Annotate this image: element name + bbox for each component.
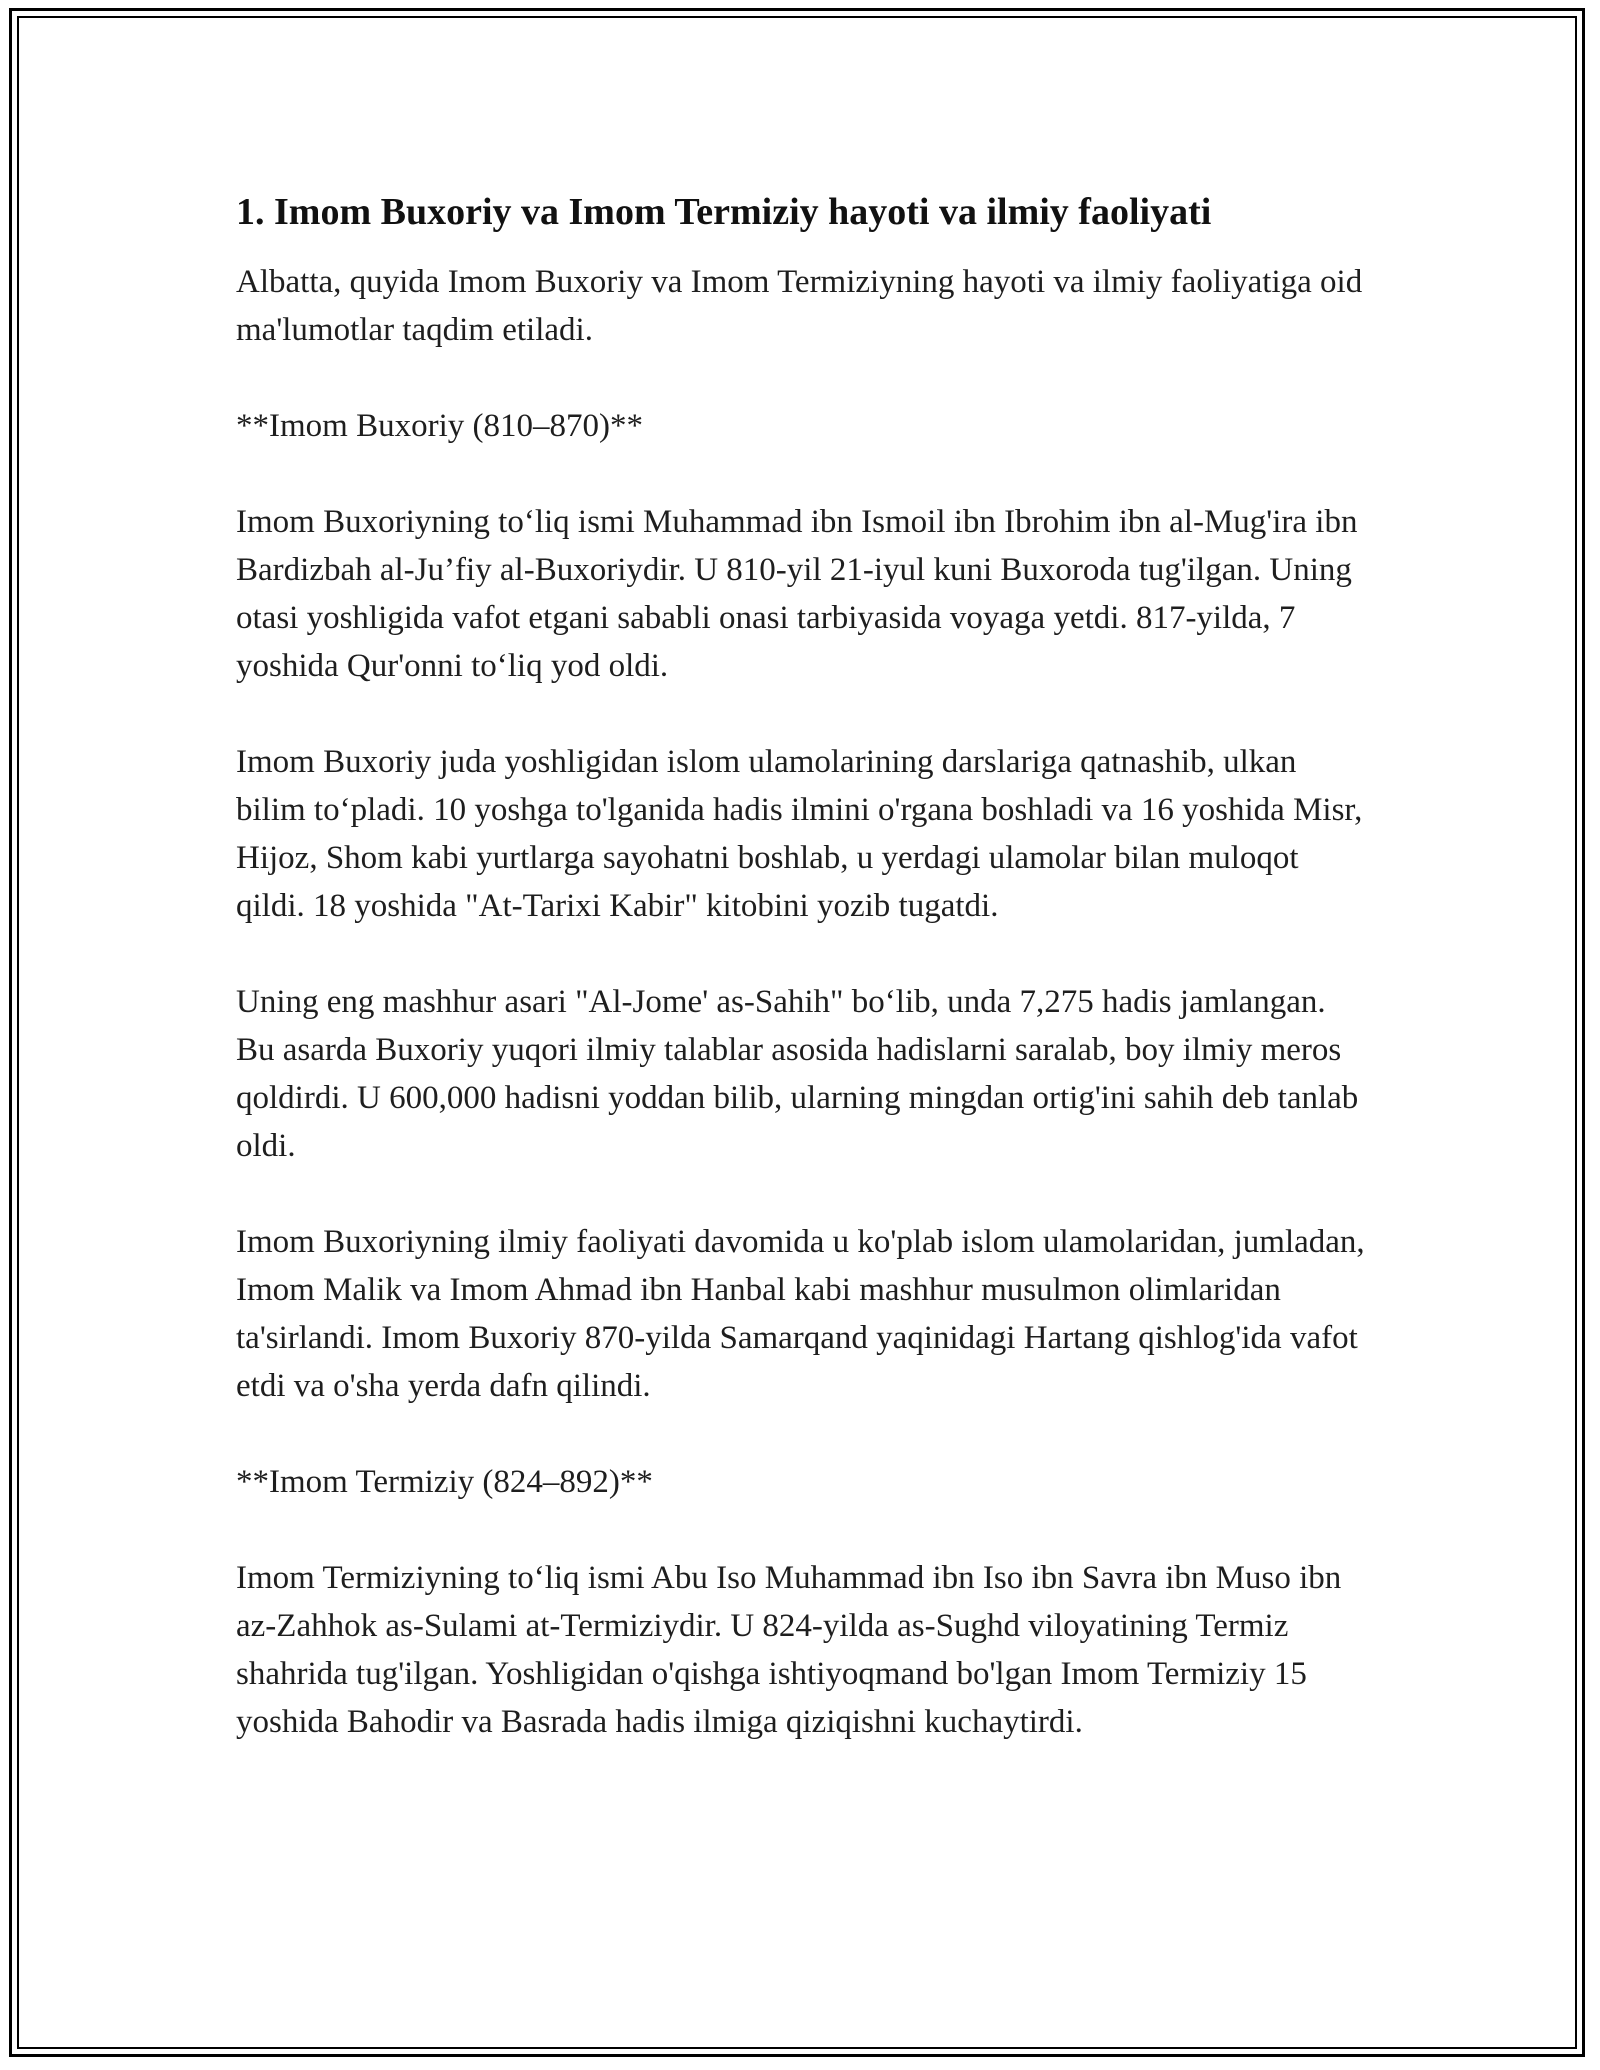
paragraph-buxoriy-name: Imom Buxoriyning to‘liq ismi Muhammad ibn Ismoil ibn Ibrohim ibn al-Mug'ira ibn Bardizbah al-Ju’fiy al-Buxoriydir. U 810-yil 21-iyul kuni Buxoroda tug'ilgan. Uning otasi yoshligida vafot etgani sababli onasi tarbiyasida voyaga yetdi. 817-yilda, 7 yoshida Qur'onni to‘liq yod oldi. — [236, 504, 1358, 684]
section-heading: 1. Imom Buxoriy va Imom Termiziy hayoti va ilmiy faoliyati — [236, 191, 1212, 233]
paragraph-buxoriy-death: Imom Buxoriyning ilmiy faoliyati davomida u ko'plab islom ulamolaridan, jumladan, Imom Malik va Imom Ahmad ibn Hanbal kabi mashhur musulmon olimlaridan ta'sirlandi. Imom Buxoriy 870-yilda Samarqand yaqinidagi Hartang qishlog'ida vafot etdi va o'sha yerda dafn qilindi. — [236, 1224, 1365, 1404]
subheading-termiziy: **Imom Termiziy (824–892)** — [236, 1464, 653, 1500]
paragraph-buxoriy-works: Uning eng mashhur asari "Al-Jome' as-Sahih" bo‘lib, unda 7,275 hadis jamlangan. Bu asarda Buxoriy yuqori ilmiy talablar asosida hadislarni saralab, boy ilmiy meros qoldirdi. U 600,000 hadisni yoddan bilib, ularning mingdan ortig'ini sahih deb tanlab oldi. — [236, 984, 1359, 1164]
intro-paragraph: Albatta, quyida Imom Buxoriy va Imom Termiziyning hayoti va ilmiy faoliyatiga oid ma'lumotlar taqdim etiladi. — [236, 264, 1363, 348]
paragraph-termiziy-name: Imom Termiziyning to‘liq ismi Abu Iso Muhammad ibn Iso ibn Savra ibn Muso ibn az-Zahhok as-Sulami at-Termiziydir. U 824-yilda as-Sughd viloyatining Termiz shahrida tug'ilgan. Yoshligidan o'qishga ishtiyoqmand bo'lgan Imom Termiziy 15 yoshida Bahodir va Basrada hadis ilmiga qiziqishni kuchaytirdi. — [236, 1560, 1342, 1740]
document-body — [236, 186, 1366, 1794]
paragraph-buxoriy-youth: Imom Buxoriy juda yoshligidan islom ulamolarining darslariga qatnashib, ulkan bilim to‘pladi. 10 yoshga to'lganida hadis ilmini o'rgana boshladi va 16 yoshida Misr, Hijoz, Shom kabi yurtlarga sayohatni boshlab, u yerdagi ulamolar bilan muloqot qildi. 18 yoshida "At-Tarixi Kabir" kitobini yozib tugatdi. — [236, 744, 1363, 924]
subheading-buxoriy: **Imom Buxoriy (810–870)** — [236, 408, 643, 444]
